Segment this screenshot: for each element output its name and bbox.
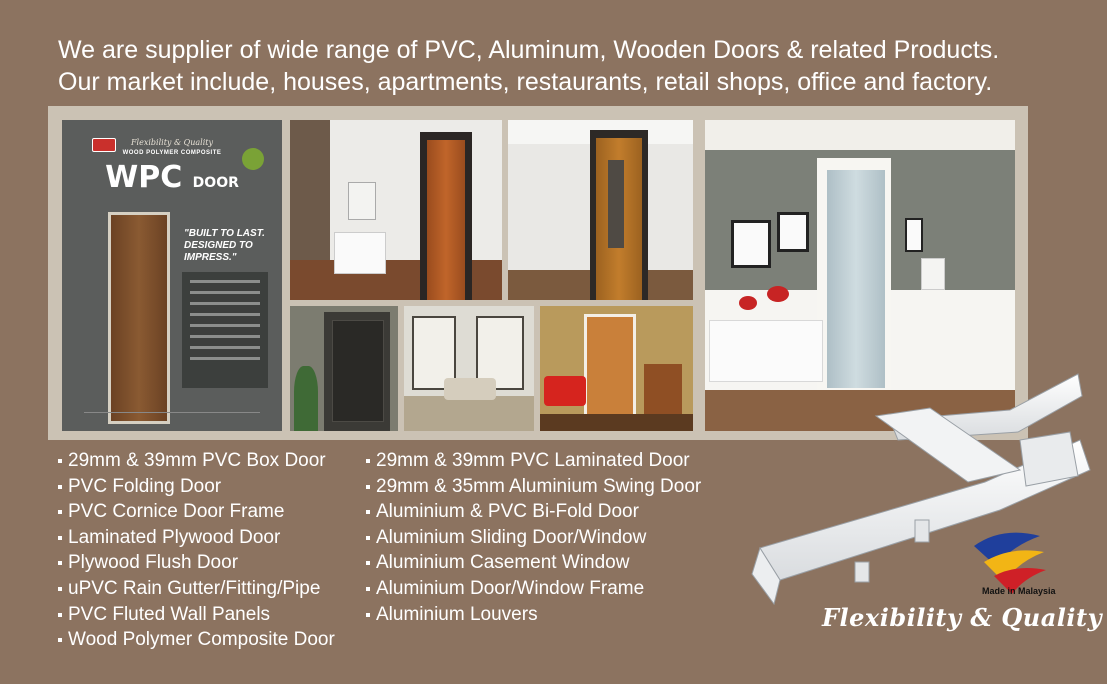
product-label: Aluminium Door/Window Frame: [376, 577, 645, 599]
product-label: PVC Cornice Door Frame: [68, 501, 285, 523]
product-label: Aluminium Louvers: [376, 603, 538, 625]
bullet-icon: [366, 613, 370, 617]
bullet-icon: [366, 510, 370, 514]
list-item: [366, 448, 701, 474]
list-item: [58, 576, 335, 602]
made-in-malaysia-label: Made in Malaysia: [982, 586, 1056, 596]
product-label: Wood Polymer Composite Door: [68, 629, 335, 651]
bullet-icon: [58, 613, 62, 617]
list-item: [58, 474, 335, 500]
list-item: [58, 550, 335, 576]
intro-line-2: Our market include, houses, apartments, restaurants, retail shops, office and factory.: [58, 68, 993, 96]
list-item: [58, 525, 335, 551]
product-label: Aluminium Sliding Door/Window: [376, 526, 647, 548]
bullet-icon: [366, 459, 370, 463]
bullet-icon: [366, 561, 370, 565]
bullet-icon: [366, 536, 370, 540]
list-item: [58, 627, 335, 653]
product-label: Laminated Plywood Door: [68, 526, 281, 548]
list-item: [366, 602, 701, 628]
brochure-material: WOOD POLYMER COMPOSITE: [122, 150, 222, 156]
brochure-slogan: "BUILT TO LAST. DESIGNED TO IMPRESS.": [184, 228, 265, 263]
tagline: Flexibility & Quality: [822, 603, 1103, 632]
products-right-list: [366, 448, 701, 627]
products-left-list: [58, 448, 335, 653]
list-item: [366, 576, 701, 602]
bullet-icon: [58, 638, 62, 642]
list-item: [58, 499, 335, 525]
list-item: [366, 525, 701, 551]
product-label: Plywood Flush Door: [68, 552, 239, 574]
product-label: PVC Fluted Wall Panels: [68, 603, 271, 625]
bullet-icon: [58, 510, 62, 514]
bullet-icon: [58, 561, 62, 565]
product-label: Aluminium Casement Window: [376, 552, 630, 574]
product-label: 29mm & 35mm Aluminium Swing Door: [376, 475, 702, 497]
brochure-brand-suffix: DOOR: [192, 175, 239, 191]
list-item: [366, 474, 701, 500]
bullet-icon: [366, 587, 370, 591]
product-label: 29mm & 39mm PVC Box Door: [68, 450, 326, 471]
list-item: [58, 448, 335, 474]
malaysia-flag-icon: [974, 533, 1046, 594]
bullet-icon: [58, 587, 62, 591]
brochure-eyebrow: Flexibility & Quality: [131, 138, 213, 147]
bullet-icon: [58, 459, 62, 463]
brochure-brand-name: WPC: [105, 160, 183, 195]
list-item: [58, 602, 335, 628]
intro-line-1: We are supplier of wide range of PVC, Aluminum, Wooden Doors & related Products.: [58, 36, 1000, 64]
list-item: [366, 550, 701, 576]
product-label: Aluminium & PVC Bi-Fold Door: [376, 501, 639, 523]
product-label: 29mm & 39mm PVC Laminated Door: [376, 450, 690, 471]
bullet-icon: [58, 485, 62, 489]
bullet-icon: [366, 485, 370, 489]
product-label: uPVC Rain Gutter/Fitting/Pipe: [68, 577, 321, 599]
bullet-icon: [58, 536, 62, 540]
list-item: [366, 499, 701, 525]
product-label: PVC Folding Door: [68, 475, 222, 497]
